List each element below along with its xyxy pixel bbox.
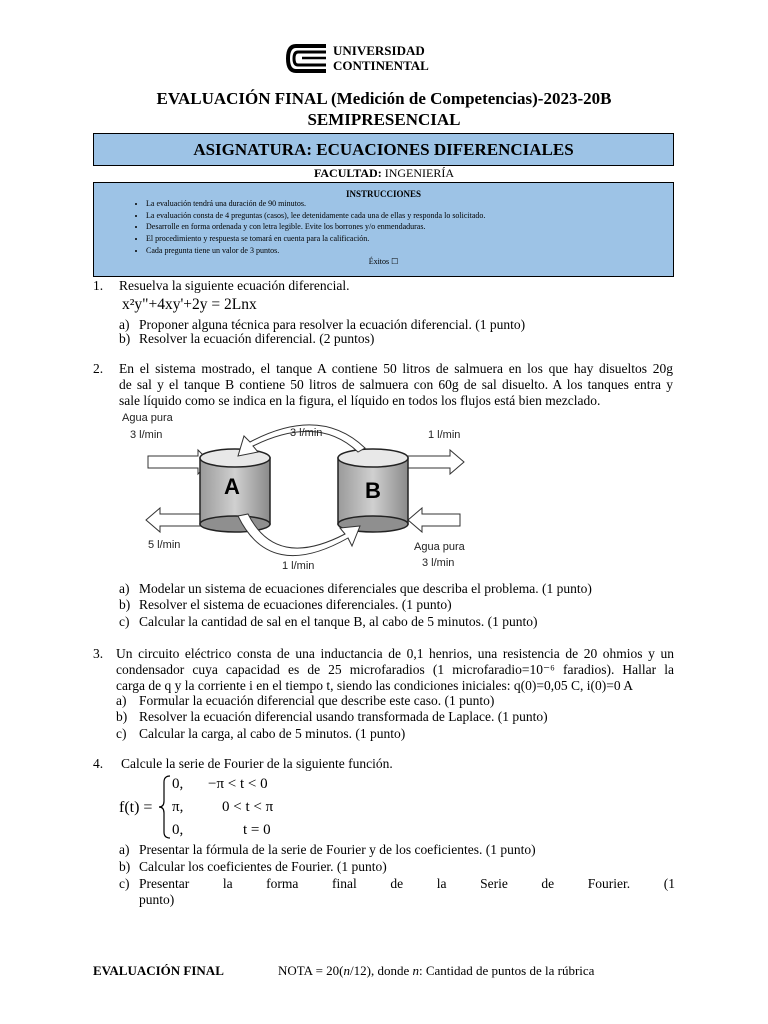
- q2-part-b-label: b): [119, 597, 131, 612]
- q4-case2-cond: 0 < t < π: [222, 799, 274, 815]
- outflow-arrow-a: [146, 508, 200, 532]
- q3-part-b-label: b): [116, 709, 128, 724]
- label-pure-water-b: Agua pura: [414, 541, 465, 553]
- faculty-label: FACULTAD:: [313, 166, 382, 180]
- subject-banner: ASIGNATURA: ECUACIONES DIFERENCIALES: [93, 133, 674, 166]
- q4-part-c-label: c): [119, 876, 130, 891]
- q2-part-a: Modelar un sistema de ecuaciones diferenciales que describa el problema. (1 punto): [139, 581, 592, 596]
- label-outflow-b: 1 l/min: [428, 429, 461, 441]
- label-tank-a: A: [224, 474, 240, 499]
- brace-icon: [158, 774, 172, 840]
- footer-nota-suffix: : Cantidad de puntos de la rúbrica: [418, 963, 595, 978]
- q2-line2: de sal y el tanque B contiene 50 litros de salmuera con 60g de sal disuelto. A los tanques entra y: [119, 377, 673, 392]
- exam-title: EVALUACIÓN FINAL (Medición de Competencias)-2023-20B: [156, 89, 612, 108]
- footer-nota-n2: n: [412, 963, 419, 978]
- q2-part-c: Calcular la cantidad de sal en el tanque B, al cabo de 5 minutos. (1 punto): [139, 614, 538, 629]
- q1-part-a: Proponer alguna técnica para resolver la ecuación diferencial. (1 punto): [139, 317, 526, 332]
- q4-function-lhs: f(t) =: [119, 799, 153, 816]
- q1-equation: x²y"+4xy'+2y = 2Lnx: [122, 296, 257, 313]
- instruction-item: • El procedimiento y respuesta se tomará en cuenta para la calificación.: [146, 233, 485, 245]
- q2-number: 2.: [93, 361, 104, 376]
- q1-part-b-label: b): [119, 331, 131, 346]
- q3-part-c: Calcular la carga, al cabo de 5 minutos. (1 punto): [139, 726, 406, 741]
- q1-part-a-label: a): [119, 317, 130, 332]
- q1-number: 1.: [93, 278, 104, 293]
- q3-part-b: Resolver la ecuación diferencial usando transformada de Laplace. (1 punto): [139, 709, 548, 724]
- outflow-arrow-b: [408, 450, 464, 474]
- instruction-item: • La evaluación tendrá una duración de 90 minutos.: [146, 198, 485, 210]
- q4-case1-value: 0,: [172, 776, 184, 792]
- q4-part-b: Calcular los coeficientes de Fourier. (1 punto): [139, 859, 387, 874]
- faculty-value: INGENIERÍA: [384, 166, 455, 180]
- label-tank-b: B: [365, 478, 381, 503]
- instructions-box: [93, 182, 674, 277]
- faculty-line: [0, 166, 768, 181]
- footer-title: EVALUACIÓN FINAL: [93, 963, 224, 978]
- instruction-item: • La evaluación consta de 4 preguntas (casos), lee detenidamente cada una de ellas y responda lo solicitado.: [146, 210, 485, 222]
- q4-case3-cond: t = 0: [243, 822, 271, 838]
- q3-part-a-label: a): [116, 693, 127, 708]
- q4-case1-cond: −π < t < 0: [208, 776, 268, 792]
- instructions-closing: Éxitos ☐: [368, 257, 399, 266]
- footer-nota-prefix: NOTA = 20(: [278, 963, 344, 978]
- q2-part-c-label: c): [119, 614, 130, 629]
- label-bottom-flow: 1 l/min: [282, 560, 315, 572]
- q3-part-c-label: c): [116, 726, 127, 741]
- label-pure-water-b-rate: 3 l/min: [422, 557, 455, 569]
- footer-grade-formula: [278, 963, 594, 979]
- q4-part-a-label: a): [119, 842, 130, 857]
- label-top-flow: 3 l/min: [290, 427, 323, 439]
- instruction-item: • Desarrolle en forma ordenada y con letra legible. Evite los borrones y/o enmendaduras.: [146, 221, 485, 233]
- q3-number: 3.: [93, 646, 104, 661]
- q4-part-c: Presentar la forma final de la Serie de Fourier. (1 punto): [139, 876, 675, 907]
- q4-part-b-label: b): [119, 859, 131, 874]
- footer-nota-n: n: [343, 963, 351, 978]
- university-logo-icon: [286, 43, 328, 74]
- q2-line1: En el sistema mostrado, el tanque A contiene 50 litros de salmuera en los que hay disueltos 20g: [119, 361, 673, 376]
- footer-nota-mid: /12), donde: [350, 963, 413, 978]
- exam-modality: SEMIPRESENCIAL: [307, 110, 461, 129]
- q4-number: 4.: [93, 756, 104, 771]
- label-pure-water-a-rate: 3 l/min: [130, 429, 163, 441]
- q4-text: Calcule la serie de Fourier de la siguiente función.: [121, 756, 393, 771]
- instructions-title: INSTRUCCIONES: [345, 189, 422, 199]
- instruction-item: • Cada pregunta tiene un valor de 3 puntos.: [146, 245, 485, 257]
- q1-text: Resuelva la siguiente ecuación diferencial.: [119, 278, 350, 293]
- q4-case2-value: π,: [172, 799, 184, 815]
- label-pure-water-a: Agua pura: [122, 412, 173, 424]
- q2-part-a-label: a): [119, 581, 130, 596]
- q2-part-b: Resolver el sistema de ecuaciones diferenciales. (1 punto): [139, 597, 452, 612]
- university-name: [333, 43, 429, 73]
- inflow-arrow-b: [408, 508, 460, 532]
- q3-part-a: Formular la ecuación diferencial que describe este caso. (1 punto): [139, 693, 495, 708]
- q2-line3: sale líquido como se indica en la figura, el líquido en todos los flujos está bien mezclado.: [119, 393, 601, 408]
- label-outflow-a: 5 l/min: [148, 539, 181, 551]
- q3-line2: condensador cuya capacidad es de 25 microfaradios (1 microfaradio=10⁻⁶ faradios). Hallar la: [116, 662, 674, 677]
- q3-line3: carga de q y la corriente i en el tiempo t, siendo las condiciones iniciales: q(0)=0,05 C, i(0)=0 A: [116, 678, 633, 693]
- university-line1: UNIVERSIDAD: [333, 43, 425, 58]
- q1-part-b: Resolver la ecuación diferencial. (2 puntos): [139, 331, 375, 346]
- q3-line1: Un circuito eléctrico consta de una inductancia de 0,1 henrios, una resistencia de 20 ohmios y un: [116, 646, 674, 661]
- university-line2: CONTINENTAL: [333, 58, 429, 73]
- q4-part-a: Presentar la fórmula de la serie de Fourier y de los coeficientes. (1 punto): [139, 842, 536, 857]
- q4-case3-value: 0,: [172, 822, 184, 838]
- instructions-list: [106, 198, 485, 257]
